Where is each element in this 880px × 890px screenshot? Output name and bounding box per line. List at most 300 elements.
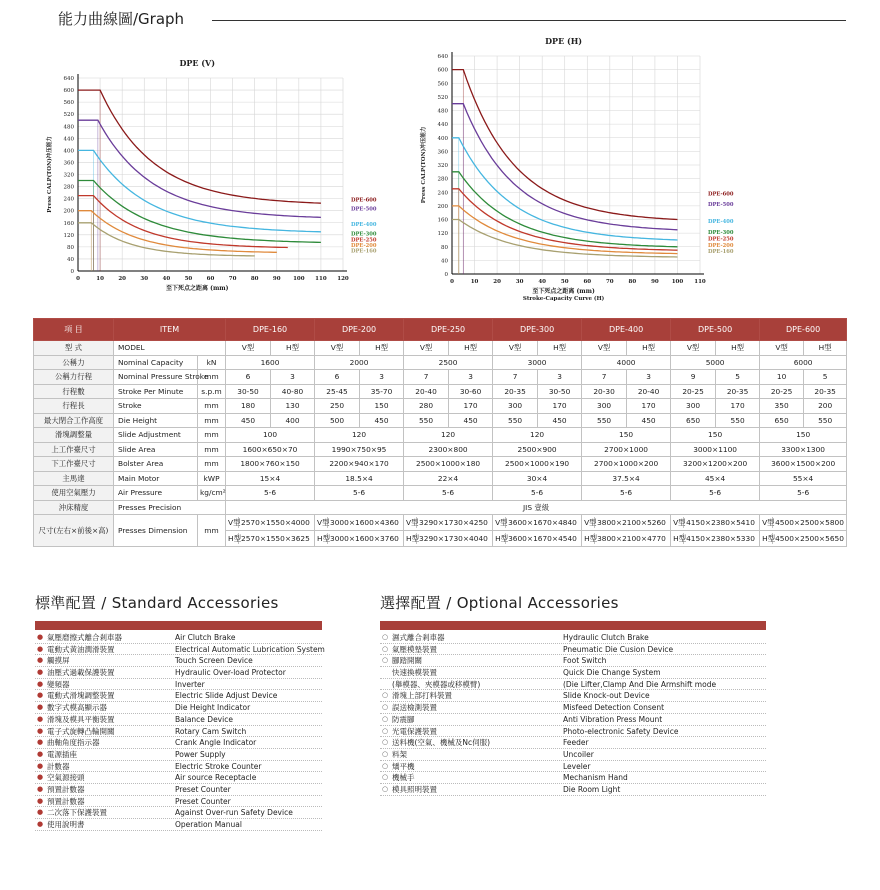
spec-row	[34, 413, 847, 428]
accessory-item	[35, 737, 322, 749]
spec-row	[34, 355, 847, 370]
legend-entry: DPE-600	[351, 197, 377, 204]
spec-unit: mm	[198, 428, 226, 443]
y-tick-label: 640	[63, 76, 74, 82]
legend-entry: DPE-400	[708, 218, 734, 225]
spec-value: 20-35	[493, 384, 538, 399]
spec-header-row	[34, 319, 847, 341]
dimension-type-prefix: V型	[584, 518, 597, 527]
header-model: DPE-160	[226, 319, 315, 341]
spec-value: 450	[226, 413, 271, 428]
spec-dimension-cell	[760, 531, 847, 547]
spec-value: 25-45	[315, 384, 360, 399]
accessory-item	[380, 784, 766, 796]
spec-value: 130	[271, 399, 315, 414]
spec-value: 2700×1000×200	[582, 457, 671, 472]
spec-value: 300	[582, 399, 627, 414]
spec-value: 170	[627, 399, 671, 414]
section-bar	[380, 621, 766, 630]
bullet-icon: ●	[37, 633, 44, 641]
header-model: DPE-600	[760, 319, 847, 341]
spec-label-zh: 沖床精度	[34, 500, 114, 515]
spec-row	[34, 341, 847, 356]
y-tick-label: 480	[437, 108, 448, 115]
accessory-item	[35, 819, 322, 831]
header-item-zh: 項 目	[34, 319, 114, 341]
bullet-icon: ●	[37, 691, 44, 700]
accessory-item	[380, 749, 766, 761]
spec-value: 650	[760, 413, 804, 428]
spec-value: 4000	[582, 355, 671, 370]
y-tick-label: 160	[437, 217, 448, 224]
spec-label-en: Stroke	[114, 399, 198, 414]
accessory-name-en: Electric Stroke Counter	[175, 761, 262, 771]
y-tick-label: 200	[63, 208, 74, 215]
accessory-name-zh: 預置計數器	[47, 784, 85, 794]
dimension-value: 4500×2500×5800	[775, 518, 844, 527]
spec-row	[34, 428, 847, 443]
spec-label-en: Die Height	[114, 413, 198, 428]
capacity-chart-h	[420, 36, 760, 302]
accessory-name-zh: 空氣源接頭	[47, 773, 85, 783]
spec-value: 6	[226, 370, 271, 385]
x-tick-label: 10	[470, 279, 479, 285]
header-model: DPE-500	[671, 319, 760, 341]
x-tick-label: 60	[206, 276, 215, 282]
spec-label-zh: 上工作臺尺寸	[34, 442, 114, 457]
x-tick-label: 70	[605, 279, 614, 285]
x-tick-label: 30	[515, 279, 524, 285]
spec-unit: mm	[198, 515, 226, 547]
spec-value: 150	[582, 428, 671, 443]
y-tick-label: 160	[63, 220, 74, 227]
accessory-name-en: Electrical Automatic Lubrication System	[175, 644, 325, 654]
bullet-icon: ○	[382, 749, 389, 758]
dimension-type-prefix: H型	[673, 534, 687, 543]
spec-row-dimension	[34, 515, 847, 531]
accessory-item	[35, 702, 322, 714]
dimension-type-prefix: H型	[406, 534, 419, 543]
spec-dimension-cell	[582, 531, 671, 547]
spec-label-zh: 滑塊調整量	[34, 428, 114, 443]
dimension-value: 3600×1670×4540	[508, 534, 577, 543]
spec-value: 1990×750×95	[315, 442, 404, 457]
y-tick-label: 280	[63, 184, 74, 191]
optional-accessories	[380, 592, 766, 796]
y-tick-label: 40	[441, 258, 448, 265]
accessory-name-zh: 模具照明裝置	[392, 784, 437, 794]
spec-value: 170	[716, 399, 760, 414]
accessory-name-en: Pneumatic Die Cusion Device	[563, 644, 674, 654]
page-title: 能力曲線圖/Graph	[58, 10, 185, 28]
standard-accessories	[35, 592, 325, 831]
y-tick-label: 40	[67, 256, 74, 263]
accessory-item	[380, 726, 766, 738]
spec-value: 2500×1000×180	[404, 457, 493, 472]
spec-value: 6	[315, 370, 360, 385]
y-tick-label: 640	[437, 54, 448, 60]
spec-dimension-cell	[671, 515, 760, 531]
accessory-name-zh: 曲軸角度指示器	[47, 738, 100, 748]
spec-row	[34, 471, 847, 486]
spec-value: 450	[360, 413, 404, 428]
bullet-icon: ●	[37, 773, 44, 782]
spec-value: JIS 壹級	[226, 500, 847, 515]
spec-value: 20-25	[760, 384, 804, 399]
dimension-value: 4150×2380×5330	[686, 534, 755, 543]
spec-value: 450	[449, 413, 493, 428]
chart-title: DPE (H)	[545, 36, 583, 46]
accessory-name-zh: 使用說明書	[47, 820, 85, 829]
accessory-name-zh: 數字式模高顯示器	[47, 703, 107, 713]
spec-dimension-cell	[671, 531, 760, 547]
x-tick-label: 40	[538, 279, 547, 285]
spec-value: 3300×1300	[760, 442, 847, 457]
legend-entry: DPE-600	[708, 191, 734, 198]
legend-entry: DPE-200	[708, 242, 734, 249]
spec-value: 200	[804, 399, 847, 414]
spec-label-zh: 公稱力行程	[34, 370, 114, 385]
accessory-item	[35, 749, 322, 761]
accessory-name-zh: 預置計數器	[47, 796, 85, 806]
accessory-name-zh: 電源插座	[47, 749, 77, 759]
spec-value: 30×4	[493, 471, 582, 486]
spec-label-zh: 型 式	[34, 341, 114, 356]
y-tick-label: 440	[437, 122, 448, 129]
spec-value: V型	[582, 341, 627, 356]
dimension-value: 3290×1730×4250	[419, 518, 488, 527]
x-tick-label: 30	[140, 276, 149, 282]
accessory-item	[380, 737, 766, 749]
chart-h-svg	[420, 36, 760, 302]
spec-unit: kg/cm²	[198, 486, 226, 501]
y-tick-label: 320	[437, 163, 448, 169]
spec-value: H型	[538, 341, 582, 356]
chart-title: DPE (V)	[179, 58, 216, 68]
accessory-name-en: Electric Slide Adjust Device	[175, 691, 278, 701]
x-tick-label: 80	[628, 279, 637, 285]
dimension-type-prefix: V型	[317, 518, 330, 527]
x-tick-label: 0	[76, 276, 80, 282]
bullet-icon: ●	[37, 644, 44, 653]
spec-value: 3	[271, 370, 315, 385]
spec-value: H型	[804, 341, 847, 356]
accessory-name-en: Air source Receptacle	[175, 773, 257, 783]
spec-value: 5	[804, 370, 847, 385]
y-tick-label: 0	[70, 269, 74, 275]
spec-dimension-cell	[493, 515, 582, 531]
spec-value: 30-50	[538, 384, 582, 399]
spec-value: 350	[760, 399, 804, 414]
accessory-name-zh: 電動式滑塊調整裝置	[47, 691, 115, 701]
dimension-type-prefix: H型	[584, 534, 598, 543]
spec-label-en: Main Motor	[114, 471, 198, 486]
accessory-name-en: Hydraulic Over-load Protector	[175, 668, 286, 678]
accessory-name-zh: 光電保護裝置	[392, 726, 437, 736]
y-tick-label: 520	[63, 112, 74, 119]
bullet-icon: ●	[37, 668, 44, 677]
x-tick-label: 60	[583, 279, 592, 285]
accessory-name-zh: 變頻器	[47, 679, 70, 689]
spec-value: 2500	[404, 355, 493, 370]
spec-value: 450	[627, 413, 671, 428]
accessory-item	[35, 679, 322, 691]
standard-accessories-title: 標準配置 / Standard Accessories	[35, 594, 279, 612]
bullet-icon: ●	[37, 808, 44, 817]
spec-value: 550	[804, 413, 847, 428]
y-tick-label: 600	[63, 88, 74, 95]
spec-value: 2700×1000	[582, 442, 671, 457]
spec-value: 280	[404, 399, 449, 414]
x-tick-label: 110	[315, 276, 327, 282]
accessory-name-zh: 電子式旋轉凸輪開關	[47, 726, 115, 736]
legend-entry: DPE-500	[351, 206, 377, 213]
spec-value: 120	[315, 428, 404, 443]
y-tick-label: 200	[437, 203, 448, 210]
legend-entry: DPE-300	[351, 231, 377, 238]
accessory-name-en: Mechanism Hand	[563, 773, 628, 783]
spec-value: 10	[760, 370, 804, 385]
dimension-value: 3290×1730×4040	[419, 534, 488, 543]
accessory-item	[35, 807, 322, 819]
legend-entry: DPE-400	[351, 221, 377, 228]
accessory-name-zh: 二次落下保護裝置	[47, 808, 107, 818]
y-tick-label: 120	[437, 231, 448, 238]
accessory-item	[380, 655, 766, 667]
accessory-name-zh: (舉模器、夾模器或移模臂)	[392, 679, 481, 689]
spec-dimension-cell	[226, 531, 315, 547]
spec-unit: mm	[198, 457, 226, 472]
bullet-icon: ●	[37, 703, 44, 712]
accessory-name-zh: 誤送檢測裝置	[392, 703, 437, 713]
spec-value: 5-6	[493, 486, 582, 501]
accessory-item	[380, 632, 766, 644]
accessory-name-zh: 濕式離合剎車器	[392, 633, 445, 642]
bullet-icon: ○	[382, 633, 389, 641]
spec-value: 550	[582, 413, 627, 428]
bullet-icon: ○	[382, 644, 389, 653]
spec-label-zh: 主馬達	[34, 471, 114, 486]
spec-value: 300	[671, 399, 716, 414]
spec-value: 7	[582, 370, 627, 385]
accessory-name-zh: 機械手	[392, 773, 415, 783]
dimension-value: 3000×1600×4360	[330, 518, 399, 527]
header-model: DPE-200	[315, 319, 404, 341]
spec-value: 30-50	[226, 384, 271, 399]
y-tick-label: 240	[63, 196, 74, 203]
legend-entry: DPE-200	[351, 242, 377, 249]
accessory-name-en: Misfeed Detection Consent	[563, 703, 665, 713]
chart-v-svg	[40, 40, 380, 300]
accessory-item	[35, 784, 322, 796]
spec-value: 3	[627, 370, 671, 385]
accessory-name-zh: 滑塊上部打料裝置	[392, 691, 452, 701]
accessory-item	[35, 772, 322, 784]
bullet-icon: ●	[37, 761, 44, 770]
x-tick-label: 120	[337, 276, 349, 282]
spec-value: 5-6	[582, 486, 671, 501]
spec-value: 18.5×4	[315, 471, 404, 486]
spec-table	[33, 318, 847, 547]
spec-value: 500	[315, 413, 360, 428]
accessory-name-en: Inverter	[175, 679, 205, 689]
standard-accessories-list	[35, 632, 325, 831]
bullet-icon: ○	[382, 714, 389, 723]
y-tick-label: 80	[67, 244, 74, 251]
spec-label-en: Nominal Capacity	[114, 355, 198, 370]
spec-value: 1600×650×70	[226, 442, 315, 457]
spec-unit: mm	[198, 399, 226, 414]
accessory-name-zh: 計數器	[47, 761, 70, 771]
dimension-value: 2570×1550×4000	[241, 518, 310, 527]
accessory-item	[35, 761, 322, 773]
spec-row	[34, 486, 847, 501]
spec-value: 2200×940×170	[315, 457, 404, 472]
spec-value: 400	[271, 413, 315, 428]
dimension-type-prefix: V型	[228, 518, 241, 527]
spec-row	[34, 457, 847, 472]
spec-label-zh: 行程數	[34, 384, 114, 399]
spec-value: 5-6	[315, 486, 404, 501]
spec-label-zh: 尺寸(左右×前後×高)	[34, 515, 114, 547]
spec-value: 5-6	[760, 486, 847, 501]
accessory-item	[35, 644, 325, 656]
y-tick-label: 560	[437, 81, 448, 88]
x-axis-label: 至下死点之距离 (mm)	[166, 285, 229, 292]
accessory-item	[380, 761, 766, 773]
spec-value: H型	[360, 341, 404, 356]
spec-value: 120	[404, 428, 493, 443]
spec-dimension-cell	[582, 515, 671, 531]
spec-dimension-cell	[493, 531, 582, 547]
spec-unit: kN	[198, 355, 226, 370]
spec-value: 1800×760×150	[226, 457, 315, 472]
y-tick-label: 520	[437, 94, 448, 101]
dimension-type-prefix: V型	[495, 518, 508, 527]
spec-dimension-cell	[404, 531, 493, 547]
spec-value: 3	[360, 370, 404, 385]
spec-value: 450	[538, 413, 582, 428]
legend-entry: DPE-250	[708, 236, 734, 243]
accessory-name-en: Uncoiler	[563, 749, 594, 759]
accessory-name-en: Touch Screen Device	[175, 656, 253, 666]
spec-unit: kWP	[198, 471, 226, 486]
optional-accessories-title: 選擇配置 / Optional Accessories	[380, 594, 619, 612]
bullet-icon: ●	[37, 738, 44, 747]
dimension-type-prefix: V型	[673, 518, 686, 527]
bullet-icon: ○	[382, 738, 389, 747]
y-tick-label: 280	[437, 176, 448, 183]
y-tick-label: 240	[437, 190, 448, 197]
x-tick-label: 20	[118, 276, 126, 282]
spec-value: 55×4	[760, 471, 847, 486]
spec-value: 45×4	[671, 471, 760, 486]
y-tick-label: 400	[63, 148, 74, 155]
spec-value: 170	[449, 399, 493, 414]
x-tick-label: 100	[671, 279, 684, 285]
spec-value: 1600	[226, 355, 315, 370]
spec-value: 37.5×4	[582, 471, 671, 486]
spec-value: H型	[449, 341, 493, 356]
accessory-name-zh: 滑塊及模具平衡裝置	[47, 714, 115, 724]
x-tick-label: 110	[694, 279, 706, 285]
y-tick-label: 480	[63, 124, 74, 131]
x-tick-label: 90	[272, 276, 281, 282]
spec-value: 20-25	[671, 384, 716, 399]
x-tick-label: 50	[560, 279, 569, 285]
spec-value: V型	[315, 341, 360, 356]
spec-value: 22×4	[404, 471, 493, 486]
accessory-name-zh: 氣壓模墊裝置	[392, 644, 437, 654]
spec-dimension-cell	[226, 515, 315, 531]
y-tick-label: 440	[63, 136, 74, 143]
spec-value: 150	[360, 399, 404, 414]
y-tick-label: 360	[437, 149, 448, 156]
spec-value: 3	[538, 370, 582, 385]
legend-entry: DPE-500	[708, 201, 734, 208]
accessory-item	[380, 772, 766, 784]
dimension-value: 4500×2500×5650	[775, 534, 844, 543]
bullet-icon: ○	[382, 784, 389, 793]
accessory-name-en: Die Room Light	[563, 784, 621, 794]
spec-value: 9	[671, 370, 716, 385]
accessory-item	[35, 726, 322, 738]
spec-label-en: MODEL	[114, 341, 226, 356]
accessory-item	[380, 679, 766, 691]
dimension-type-prefix: H型	[317, 534, 330, 543]
accessory-item	[380, 690, 766, 702]
spec-unit: mm	[198, 370, 226, 385]
spec-label-zh: 使用空氣壓力	[34, 486, 114, 501]
spec-label-en: Presses Dimension	[114, 515, 198, 547]
y-tick-label: 400	[437, 135, 448, 142]
title-rule	[212, 20, 846, 21]
bullet-icon: ●	[37, 714, 44, 723]
spec-value: 550	[493, 413, 538, 428]
accessory-item	[35, 690, 322, 702]
spec-value: 20-35	[716, 384, 760, 399]
accessory-name-zh: 氣壓磨擦式離合剎車器	[47, 633, 122, 642]
accessory-name-zh: 快速換模裝置	[392, 668, 437, 678]
spec-value: V型	[226, 341, 271, 356]
spec-row	[34, 442, 847, 457]
legend-entry: DPE-250	[351, 237, 377, 244]
accessory-name-zh: 電動式黃油潤滑裝置	[47, 644, 115, 654]
accessory-item	[35, 667, 322, 679]
accessory-name-zh: 腳踏開關	[392, 656, 422, 666]
spec-label-en: Air Pressure	[114, 486, 198, 501]
accessory-name-zh: 送料機(空氣、機械及Nc伺服)	[392, 738, 491, 748]
spec-value: H型	[271, 341, 315, 356]
spec-dimension-cell	[315, 531, 404, 547]
section-bar	[35, 621, 322, 630]
header-model: DPE-250	[404, 319, 493, 341]
accessory-name-en: Quick Die Change System	[563, 668, 661, 678]
accessory-name-en: Slide Knock-out Device	[563, 691, 650, 701]
legend-entry: DPE-300	[708, 229, 734, 236]
spec-value: 2000	[315, 355, 404, 370]
dimension-type-prefix: V型	[406, 518, 419, 527]
spec-value: 2500×900	[493, 442, 582, 457]
bullet-icon: ●	[37, 749, 44, 758]
spec-row	[34, 399, 847, 414]
spec-unit: s.p.m	[198, 384, 226, 399]
dimension-type-prefix: H型	[495, 534, 509, 543]
x-tick-label: 20	[493, 279, 501, 285]
bullet-icon: ○	[382, 703, 389, 712]
bullet-icon: ○	[382, 691, 389, 700]
spec-value: 100	[226, 428, 315, 443]
